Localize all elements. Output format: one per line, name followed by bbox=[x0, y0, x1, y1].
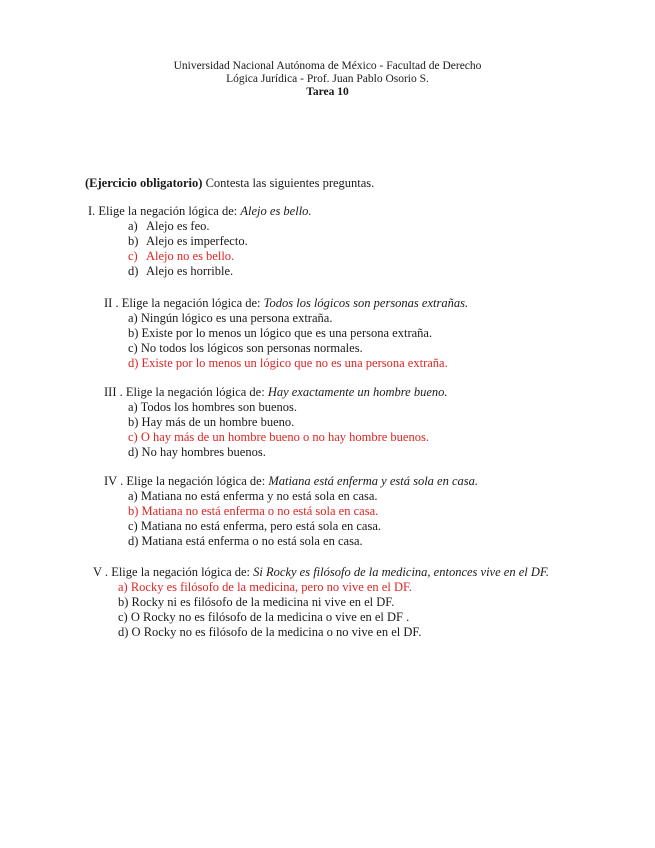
question-4-stem bbox=[104, 474, 478, 489]
option-c: c) No todos los lógicos son personas normales. bbox=[128, 341, 363, 355]
option-d: d) Alejo es horrible. bbox=[128, 264, 234, 278]
option-d: d) Matiana está enferma o no está sola en casa. bbox=[128, 534, 363, 548]
option-b: b) Alejo es imperfecto. bbox=[128, 234, 248, 248]
question-prompt: Elige la negación lógica de: bbox=[118, 296, 264, 310]
assignment-title: Tarea 10 bbox=[306, 86, 349, 98]
question-5-stem bbox=[93, 565, 549, 580]
question-2-stem bbox=[104, 296, 468, 311]
question-number: IV . bbox=[104, 474, 124, 488]
question-4 bbox=[104, 474, 478, 549]
option-b: b) Hay más de un hombre bueno. bbox=[128, 415, 295, 429]
question-number: III . bbox=[104, 385, 123, 399]
option-b: b) Existe por lo menos un lógico que es una persona extraña. bbox=[128, 326, 433, 340]
option-c-correct: c) O hay más de un hombre bueno o no hay hombre buenos. bbox=[128, 430, 429, 444]
document-header bbox=[0, 60, 655, 99]
option-a: a) Alejo es feo. bbox=[128, 219, 210, 233]
option-a-correct: a) Rocky es filósofo de la medicina, pero no vive en el DF. bbox=[118, 580, 413, 594]
question-statement: Todos los lógicos son personas extrañas. bbox=[263, 296, 469, 310]
option-a: a) Matiana no está enferma y no está sola en casa. bbox=[128, 489, 378, 503]
question-statement: Matiana está enferma y está sola en casa. bbox=[268, 474, 478, 488]
instructions-text: Contesta las siguientes preguntas. bbox=[202, 176, 375, 190]
question-number: I. bbox=[88, 204, 96, 218]
instructions-bold: (Ejercicio obligatorio) bbox=[85, 176, 203, 190]
option-a: a) Ningún lógico es una persona extraña. bbox=[128, 311, 333, 325]
question-statement: Hay exactamente un hombre bueno. bbox=[267, 385, 448, 399]
question-number: V . bbox=[93, 565, 109, 579]
question-1-options bbox=[128, 219, 312, 279]
option-d: d) O Rocky no es filósofo de la medicina o no vive en el DF. bbox=[118, 625, 422, 639]
option-b: b) Rocky ni es filósofo de la medicina ni vive en el DF. bbox=[118, 595, 395, 609]
question-statement: Si Rocky es filósofo de la medicina, entonces vive en el DF. bbox=[253, 565, 550, 579]
option-c: c) O Rocky no es filósofo de la medicina o vive en el DF . bbox=[118, 610, 410, 624]
option-c-correct: c) Alejo no es bello. bbox=[128, 249, 235, 263]
institution-line: Universidad Nacional Autónoma de México - Facultad de Derecho bbox=[173, 60, 482, 72]
instructions bbox=[85, 176, 374, 191]
question-3 bbox=[104, 385, 448, 460]
question-2 bbox=[104, 296, 468, 371]
option-a: a) Todos los hombres son buenos. bbox=[128, 400, 298, 414]
question-4-options bbox=[128, 489, 478, 549]
question-statement: Alejo es bello. bbox=[240, 204, 312, 218]
question-2-options bbox=[128, 311, 468, 371]
option-d-correct: d) Existe por lo menos un lógico que no es una persona extraña. bbox=[128, 356, 448, 370]
option-b-correct: b) Matiana no está enferma o no está sola en casa. bbox=[128, 504, 379, 518]
question-1 bbox=[88, 204, 312, 279]
option-c: c) Matiana no está enferma, pero está sola en casa. bbox=[128, 519, 382, 533]
question-prompt: Elige la negación lógica de: bbox=[123, 474, 269, 488]
question-prompt: Elige la negación lógica de: bbox=[95, 204, 241, 218]
question-5 bbox=[93, 565, 549, 640]
question-prompt: Elige la negación lógica de: bbox=[108, 565, 254, 579]
question-number: II . bbox=[104, 296, 119, 310]
course-line: Lógica Jurídica - Prof. Juan Pablo Osorio S. bbox=[226, 73, 429, 85]
question-1-stem bbox=[88, 204, 312, 219]
question-3-options bbox=[128, 400, 448, 460]
option-d: d) No hay hombres buenos. bbox=[128, 445, 266, 459]
question-3-stem bbox=[104, 385, 448, 400]
question-5-options bbox=[118, 580, 549, 640]
question-prompt: Elige la negación lógica de: bbox=[122, 385, 268, 399]
